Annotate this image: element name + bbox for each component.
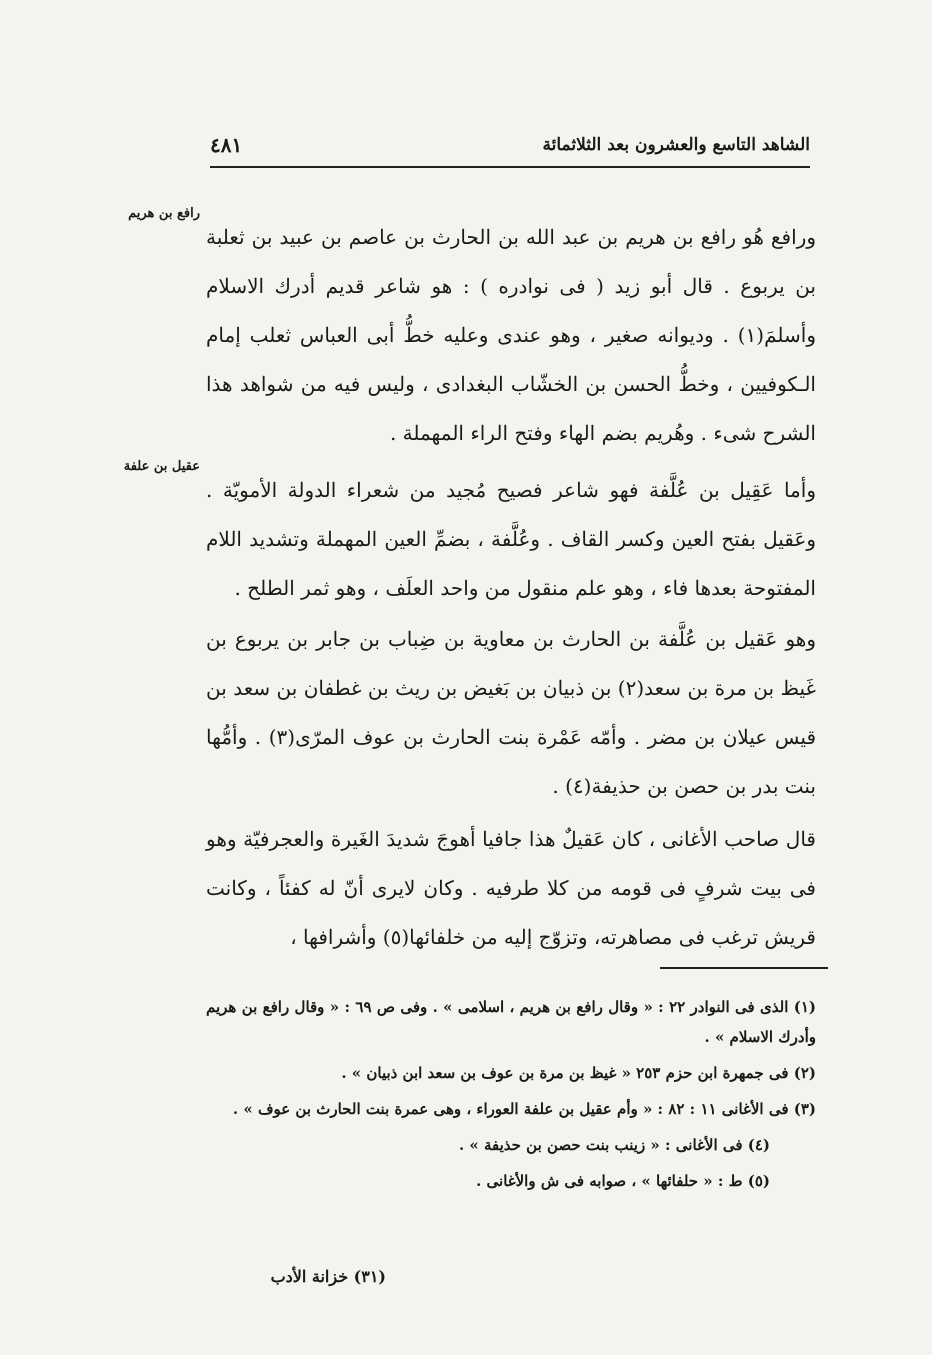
paragraph-aghani-quote: قال صاحب الأغانى ، كان عَقيلٌ هذا جافيا أهوجَ شديدَ الغَيرة والعجرفيّة وهو فى بيت شرفٍ فى قومه من كلا طرفيه . وكان لايرى أنّ له كفئاً ، وكانت قريش ترغب فى مصاهرته، وتزوّج إليه من خلفائها(٥) وأشرافها ، <box>206 827 816 949</box>
footnote-divider <box>660 967 828 969</box>
margin-note-rafi: رافع بن هريم <box>128 206 200 221</box>
margin-note-aqil: عقيل بن علفة <box>123 459 200 474</box>
footnote-1: (١) الذى فى النوادر ٢٢ : « وقال رافع بن هريم ، اسلامى » . وفى ص ٦٩ : « وقال رافع بن هريم وأدرك الاسلام » . <box>206 998 816 1046</box>
footnote-5: (٥) ط : « حلفائها » ، صوابه فى ش والأغانى . <box>476 1172 770 1190</box>
paragraph-aqil-intro: وأما عَقِيل بن عُلَّفة فهو شاعر فصيح مُجيد من شعراء الدولة الأمويّة . وعَقيل بفتح العين وكسر القاف . وعُلَّفة ، بضمِّ العين المهملة وتشديد اللام المفتوحة بعدها فاء ، وهو علم منقول من واحد العلَف ، وهو ثمر الطلح . <box>206 478 816 600</box>
page-number: ٤٨١ <box>210 133 243 157</box>
running-header <box>210 128 810 162</box>
footnote-2: (٢) فى جمهرة ابن حزم ٢٥٣ « غيظ بن مرة بن عوف بن سعد ابن ذبيان » . <box>341 1064 816 1082</box>
header-divider <box>210 166 810 168</box>
paragraph-rafi: ورافع هُو رافع بن هريم بن عبد الله بن الحارث بن عاصم بن عبيد بن ثعلبة بن يربوع . قال أبو زيد ( فى نوادره ) : هو شاعر قديم أدرك الاسلام وأسلمَ(١) . وديوانه صغير ، وهو عندى وعليه خطُّ أبى العباس ثعلب إمام الـكوفيين ، وخطُّ الحسن بن الخشّاب البغدادى ، وليس فيه من شواهد هذا الشرح شىء . وهُريم بضم الهاء وفتح الراء المهملة . <box>206 225 816 445</box>
footnote-4: (٤) فى الأغانى : « زينب بنت حصن بن حذيفة » . <box>458 1136 770 1154</box>
footnotes <box>206 992 816 1202</box>
header-title: الشاهد التاسع والعشرون بعد الثلاثمائة <box>542 135 810 155</box>
paragraph-aqil-lineage: وهو عَقيل بن عُلَّفة بن الحارث بن معاوية بن ضِباب بن جابر بن يربوع بن غَيظ بن مرة بن سعد(٢) بن ذبيان بن بَغيض بن ريث بن غطفان بن سعد بن قيس عيلان بن مضر . وأمّه عَمْرة بنت الحارث بن عوف المرّى(٣) . وأمُّها بنت بدر بن حصن بن حذيفة(٤) . <box>206 627 817 798</box>
signature-mark: (٣١) خزانة الأدب <box>270 1267 386 1286</box>
footnote-3: (٣) فى الأغانى ١١ : ٨٢ : « وأم عقيل بن علفة العوراء ، وهى عمرة بنت الحارث بن عوف » . <box>232 1100 816 1118</box>
